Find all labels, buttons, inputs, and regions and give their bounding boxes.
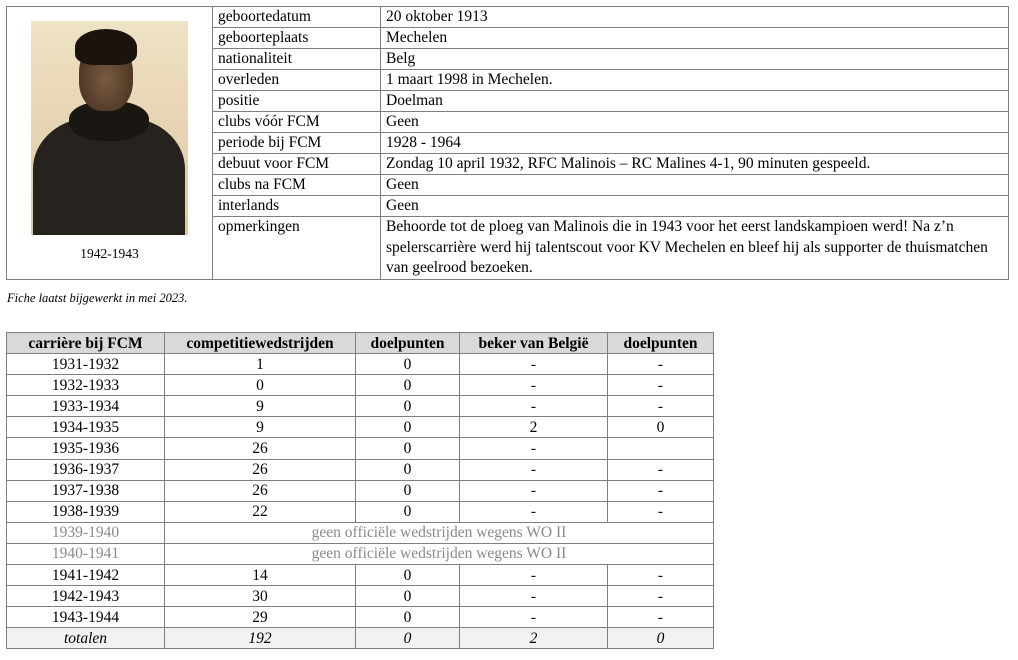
cell: 0 xyxy=(356,354,460,375)
profile-value: Mechelen xyxy=(381,28,1009,49)
cell: 2 xyxy=(460,417,608,438)
cell: - xyxy=(460,438,608,459)
cell: - xyxy=(608,565,714,586)
cell: - xyxy=(608,396,714,417)
header-cell: doelpunten xyxy=(356,333,460,354)
profile-key: clubs na FCM xyxy=(213,175,381,196)
cell: - xyxy=(608,354,714,375)
table-row xyxy=(7,586,714,607)
header-cell: competitiewedstrijden xyxy=(165,333,356,354)
photo-caption: 1942-1943 xyxy=(80,246,139,261)
cell: 0 xyxy=(356,607,460,628)
cell: 1 xyxy=(165,354,356,375)
header-cell: carrière bij FCM xyxy=(7,333,165,354)
last-updated-note: Fiche laatst bijgewerkt in mei 2023. xyxy=(7,291,188,305)
no-matches-note: geen officiële wedstrijden wegens WO II xyxy=(165,522,714,543)
season-cell: 1936-1937 xyxy=(7,459,165,480)
total-cell: 0 xyxy=(608,628,714,649)
cell: 14 xyxy=(165,565,356,586)
table-row xyxy=(7,417,714,438)
profile-value: 20 oktober 1913 xyxy=(381,7,1009,28)
season-cell: 1942-1943 xyxy=(7,586,165,607)
cell: 0 xyxy=(356,480,460,501)
profile-key: geboorteplaats xyxy=(213,28,381,49)
cell: 9 xyxy=(165,396,356,417)
cell: 0 xyxy=(356,375,460,396)
cell: - xyxy=(460,501,608,522)
cell: - xyxy=(460,354,608,375)
profile-key: nationaliteit xyxy=(213,49,381,70)
cell: 26 xyxy=(165,480,356,501)
cell: 0 xyxy=(165,375,356,396)
cell: 9 xyxy=(165,417,356,438)
profile-value: Geen xyxy=(381,196,1009,217)
totals-label: totalen xyxy=(7,628,165,649)
player-photo xyxy=(31,21,188,235)
season-cell: 1939-1940 xyxy=(7,522,165,543)
season-cell: 1941-1942 xyxy=(7,565,165,586)
cell: - xyxy=(460,459,608,480)
cell: 0 xyxy=(356,586,460,607)
cell: - xyxy=(608,607,714,628)
season-cell: 1934-1935 xyxy=(7,417,165,438)
cell: - xyxy=(460,565,608,586)
cell: - xyxy=(460,375,608,396)
header-cell: beker van België xyxy=(460,333,608,354)
table-row xyxy=(7,480,714,501)
cell: - xyxy=(608,459,714,480)
profile-value: 1 maart 1998 in Mechelen. xyxy=(381,70,1009,91)
cell: - xyxy=(608,480,714,501)
season-cell: 1940-1941 xyxy=(7,543,165,564)
cell: 0 xyxy=(356,417,460,438)
season-cell: 1943-1944 xyxy=(7,607,165,628)
profile-key: clubs vóór FCM xyxy=(213,112,381,133)
header-cell: doelpunten xyxy=(608,333,714,354)
profile-value: Zondag 10 april 1932, RFC Malinois – RC Malines 4-1, 90 minuten gespeeld. xyxy=(381,154,1009,175)
cell: 0 xyxy=(608,417,714,438)
cell: 0 xyxy=(356,501,460,522)
season-cell: 1932-1933 xyxy=(7,375,165,396)
career-header-row xyxy=(7,333,714,354)
no-matches-note: geen officiële wedstrijden wegens WO II xyxy=(165,543,714,564)
season-cell: 1933-1934 xyxy=(7,396,165,417)
cell: 30 xyxy=(165,586,356,607)
cell: 0 xyxy=(356,565,460,586)
table-row-no-matches xyxy=(7,522,714,543)
table-row xyxy=(7,438,714,459)
cell: - xyxy=(460,396,608,417)
profile-key: interlands xyxy=(213,196,381,217)
profile-key: positie xyxy=(213,91,381,112)
player-profile-table xyxy=(6,6,1009,280)
profile-value: Geen xyxy=(381,112,1009,133)
cell: - xyxy=(460,607,608,628)
total-cell: 0 xyxy=(356,628,460,649)
profile-key: opmerkingen xyxy=(213,217,381,280)
cell xyxy=(608,438,714,459)
season-cell: 1935-1936 xyxy=(7,438,165,459)
profile-value: Doelman xyxy=(381,91,1009,112)
cell: 26 xyxy=(165,438,356,459)
table-row xyxy=(7,375,714,396)
cell: - xyxy=(608,375,714,396)
table-row xyxy=(7,354,714,375)
table-row xyxy=(7,607,714,628)
cell: 0 xyxy=(356,438,460,459)
table-row-no-matches xyxy=(7,543,714,564)
cell: 29 xyxy=(165,607,356,628)
cell: - xyxy=(460,480,608,501)
total-cell: 2 xyxy=(460,628,608,649)
season-cell: 1931-1932 xyxy=(7,354,165,375)
profile-key: debuut voor FCM xyxy=(213,154,381,175)
profile-value: 1928 - 1964 xyxy=(381,133,1009,154)
cell: - xyxy=(608,586,714,607)
photo-cell xyxy=(7,7,213,280)
cell: 0 xyxy=(356,459,460,480)
season-cell: 1938-1939 xyxy=(7,501,165,522)
totals-row xyxy=(7,628,714,649)
total-cell: 192 xyxy=(165,628,356,649)
profile-value: Belg xyxy=(381,49,1009,70)
table-row xyxy=(7,565,714,586)
cell: - xyxy=(608,501,714,522)
cell: 0 xyxy=(356,396,460,417)
cell: - xyxy=(460,586,608,607)
cell: 22 xyxy=(165,501,356,522)
table-row xyxy=(7,396,714,417)
table-row xyxy=(7,459,714,480)
table-row xyxy=(7,501,714,522)
profile-value: Behoorde tot de ploeg van Malinois die in 1943 voor het eerst landskampioen werd! Na z’n spelerscarrière werd hij talentscout voor KV Mechelen en bleef hij als supporter de thuismatchen van geelrood bezoeken. xyxy=(381,217,1009,280)
cell: 26 xyxy=(165,459,356,480)
profile-value: Geen xyxy=(381,175,1009,196)
profile-key: periode bij FCM xyxy=(213,133,381,154)
career-table xyxy=(6,332,714,649)
profile-key: geboortedatum xyxy=(213,7,381,28)
profile-key: overleden xyxy=(213,70,381,91)
season-cell: 1937-1938 xyxy=(7,480,165,501)
